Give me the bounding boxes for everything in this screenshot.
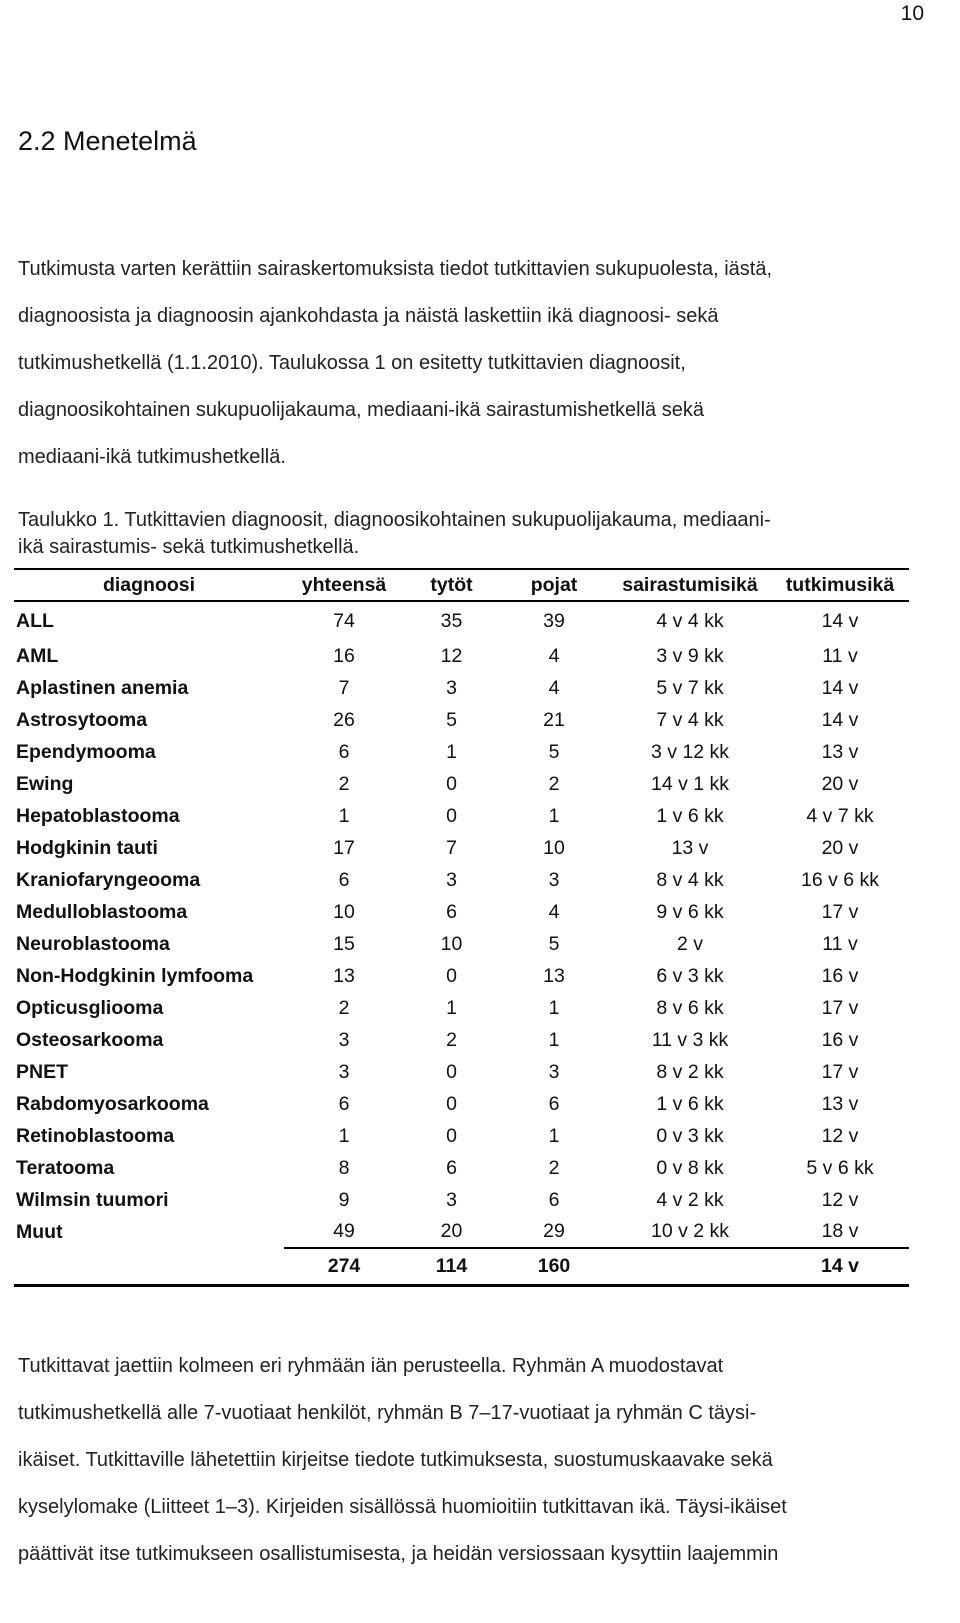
table-cell: 6 bbox=[446, 900, 457, 923]
table-row bbox=[14, 960, 909, 992]
table-cell: 1 bbox=[338, 1124, 350, 1147]
table-row bbox=[14, 704, 909, 736]
table-cell: 3 bbox=[548, 868, 560, 891]
diagnosis-cell: Rabdomyosarkooma bbox=[16, 1092, 209, 1115]
table-cell: 8 bbox=[338, 1156, 350, 1179]
closing-line: Tutkittavat jaettiin kolmeen eri ryhmään iän perusteella. Ryhmän A muodostavat bbox=[18, 1355, 724, 1377]
table-cell: 13 bbox=[333, 964, 355, 987]
table-cell: 0 v 8 kk bbox=[656, 1156, 724, 1179]
closing-line: päättivät itse tutkimukseen osallistumisesta, ja heidän versiossaan kysyttiin laajemmin bbox=[18, 1543, 779, 1565]
table-cell: 17 v bbox=[821, 1060, 859, 1083]
table-cell: 17 v bbox=[821, 996, 859, 1019]
table-cell: 6 bbox=[548, 1092, 560, 1115]
table-cell: 12 v bbox=[821, 1124, 859, 1147]
table-cell: 3 bbox=[446, 868, 457, 891]
table-cell: 11 v bbox=[822, 644, 858, 667]
table-cell: 3 bbox=[338, 1028, 350, 1051]
diagnosis-cell: Medulloblastooma bbox=[16, 900, 188, 923]
table-cell: 2 bbox=[548, 772, 560, 795]
table-cell: 1 bbox=[548, 996, 560, 1019]
table-cell: 6 bbox=[446, 1156, 457, 1179]
page-number: 10 bbox=[900, 2, 924, 25]
table-cell: 3 bbox=[446, 676, 457, 699]
table-cell: 3 bbox=[446, 1188, 457, 1211]
table-cell: 74 bbox=[333, 609, 355, 632]
table-cell: 2 bbox=[548, 1156, 560, 1179]
table-cell: 17 v bbox=[821, 900, 859, 923]
table-cell: 1 bbox=[548, 1124, 560, 1147]
intro-line: diagnoosikohtainen sukupuolijakauma, mediaani-ikä sairastumishetkellä sekä bbox=[18, 399, 704, 421]
table-cell: 29 bbox=[543, 1220, 565, 1242]
table-cell: 21 bbox=[543, 708, 565, 731]
table-cell: 13 v bbox=[821, 740, 859, 763]
table-cell: 4 v 7 kk bbox=[806, 804, 874, 827]
diagnosis-cell: Teratooma bbox=[16, 1156, 115, 1179]
table-cell: 15 bbox=[333, 932, 355, 955]
table-cell: 7 bbox=[338, 676, 350, 699]
table-row bbox=[14, 768, 909, 800]
table-row bbox=[14, 1184, 909, 1216]
diagnosis-cell: Aplastinen anemia bbox=[16, 676, 189, 699]
diagnosis-cell: Retinoblastooma bbox=[16, 1124, 175, 1147]
table-cell: 13 v bbox=[671, 836, 709, 859]
table-row bbox=[14, 1152, 909, 1184]
table-cell: 2 v bbox=[676, 932, 703, 955]
table-cell: 14 v bbox=[821, 676, 859, 699]
table-cell: 6 bbox=[548, 1188, 560, 1211]
table-cell: 6 bbox=[338, 1092, 350, 1115]
table-row bbox=[14, 896, 909, 928]
table-row bbox=[14, 864, 909, 896]
totals-cell: 114 bbox=[404, 1248, 499, 1285]
table-cell: 14 v 1 kk bbox=[650, 772, 730, 795]
diagnosis-cell: Opticusgliooma bbox=[16, 996, 164, 1019]
table-row bbox=[14, 601, 909, 640]
closing-paragraph bbox=[18, 1343, 938, 1578]
diagnosis-cell: Muut bbox=[16, 1220, 63, 1243]
table-cell: 0 bbox=[446, 804, 457, 827]
intro-line: diagnoosista ja diagnoosin ajankohdasta ja näistä laskettiin ikä diagnoosi- sekä bbox=[18, 305, 719, 327]
table-cell: 8 v 4 kk bbox=[656, 868, 724, 891]
intro-paragraph bbox=[18, 246, 938, 481]
table-cell: 2 bbox=[338, 772, 350, 795]
table-cell: 49 bbox=[333, 1220, 355, 1242]
diagnosis-cell: Osteosarkooma bbox=[16, 1028, 164, 1051]
table-row bbox=[14, 992, 909, 1024]
table-row bbox=[14, 1056, 909, 1088]
table-cell: 14 v bbox=[821, 708, 859, 731]
table-cell: 39 bbox=[543, 609, 565, 632]
table-cell: 1 v 6 kk bbox=[656, 1092, 724, 1115]
table-totals-row bbox=[14, 1248, 909, 1285]
table-cell: 16 v bbox=[821, 964, 859, 987]
table-cell: 4 bbox=[548, 900, 560, 923]
table-cell: 16 v bbox=[821, 1028, 859, 1051]
table-cell: 12 v bbox=[821, 1188, 859, 1211]
table-cell: 13 v bbox=[821, 1092, 859, 1115]
table-cell: 3 bbox=[548, 1060, 560, 1083]
diagnosis-cell: Non-Hodgkinin lymfooma bbox=[16, 964, 254, 987]
table-cell: 0 bbox=[446, 772, 457, 795]
table-cell: 3 v 9 kk bbox=[656, 644, 724, 667]
table-cell: 11 v 3 kk bbox=[651, 1028, 729, 1051]
totals-cell: 160 bbox=[499, 1248, 609, 1285]
diagnosis-cell: Kraniofaryngeooma bbox=[16, 868, 201, 891]
table-cell: 20 bbox=[440, 1220, 463, 1242]
table-cell: 6 bbox=[338, 868, 350, 891]
table-cell: 20 v bbox=[821, 772, 859, 795]
table-row bbox=[14, 640, 909, 672]
diagnosis-cell: ALL bbox=[16, 609, 54, 632]
closing-line: ikäiset. Tutkittaville lähetettiin kirjeitse tiedote tutkimuksesta, suostumuskaavake sekä bbox=[18, 1449, 773, 1471]
column-header: diagnoosi bbox=[14, 569, 284, 601]
table-row bbox=[14, 1216, 909, 1248]
table-cell: 4 v 4 kk bbox=[656, 609, 724, 632]
table-cell: 17 bbox=[333, 836, 355, 859]
table-row bbox=[14, 1120, 909, 1152]
table-cell: 18 v bbox=[821, 1220, 859, 1242]
caption-line: Taulukko 1. Tutkittavien diagnoosit, diagnoosikohtainen sukupuolijakauma, mediaani- bbox=[18, 509, 771, 531]
table-row bbox=[14, 832, 909, 864]
totals-cell bbox=[14, 1248, 284, 1285]
table-cell: 14 v bbox=[821, 609, 859, 632]
intro-line: mediaani-ikä tutkimushetkellä. bbox=[18, 446, 286, 468]
diagnosis-cell: Neuroblastooma bbox=[16, 932, 170, 955]
diagnosis-cell: Ependymooma bbox=[16, 740, 156, 763]
table-cell: 10 bbox=[333, 900, 355, 923]
table-cell: 0 bbox=[446, 1124, 457, 1147]
table-row bbox=[14, 1088, 909, 1120]
table-cell: 12 bbox=[440, 644, 463, 667]
diagnosis-cell: Hodgkinin tauti bbox=[16, 836, 158, 859]
column-header: sairastumisikä bbox=[609, 569, 771, 601]
table-cell: 11 v bbox=[822, 932, 858, 955]
table-row bbox=[14, 672, 909, 704]
table-cell: 9 bbox=[338, 1188, 350, 1211]
totals-cell bbox=[609, 1248, 771, 1285]
table-cell: 16 bbox=[333, 644, 355, 667]
diagnosis-cell: Ewing bbox=[16, 772, 74, 795]
table-cell: 6 bbox=[338, 740, 350, 763]
table-cell: 7 bbox=[446, 836, 457, 859]
table-cell: 13 bbox=[543, 964, 565, 987]
closing-line: tutkimushetkellä alle 7-vuotiaat henkilöt, ryhmän B 7–17-vuotiaat ja ryhmän C täysi- bbox=[18, 1402, 757, 1424]
table-cell: 5 bbox=[548, 932, 560, 955]
table-cell: 0 bbox=[446, 1060, 457, 1083]
table-cell: 4 bbox=[548, 644, 560, 667]
table-cell: 1 bbox=[446, 996, 457, 1019]
table-cell: 3 bbox=[338, 1060, 350, 1083]
table-row bbox=[14, 928, 909, 960]
table-cell: 0 bbox=[446, 964, 457, 987]
table-row bbox=[14, 736, 909, 768]
table-cell: 10 bbox=[440, 932, 463, 955]
table-cell: 20 v bbox=[821, 836, 859, 859]
caption-line: ikä sairastumis- sekä tutkimushetkellä. bbox=[18, 536, 360, 558]
table-cell: 4 v 2 kk bbox=[656, 1188, 724, 1211]
column-header: tutkimusikä bbox=[771, 569, 909, 601]
table-cell: 8 v 2 kk bbox=[656, 1060, 724, 1083]
table-cell: 26 bbox=[333, 708, 355, 731]
table-cell: 1 bbox=[548, 1028, 560, 1051]
table-cell: 16 v 6 kk bbox=[800, 868, 880, 891]
table-cell: 35 bbox=[440, 609, 463, 632]
column-header: pojat bbox=[499, 569, 609, 601]
table-cell: 2 bbox=[446, 1028, 457, 1051]
diagnosis-table bbox=[14, 568, 909, 1287]
column-header: yhteensä bbox=[284, 569, 404, 601]
diagnosis-cell: PNET bbox=[16, 1060, 69, 1083]
table-cell: 5 v 7 kk bbox=[656, 676, 724, 699]
diagnosis-cell: AML bbox=[16, 644, 59, 667]
column-header: tytöt bbox=[404, 569, 499, 601]
table-cell: 5 bbox=[446, 708, 457, 731]
table-row bbox=[14, 800, 909, 832]
intro-line: tutkimushetkellä (1.1.2010). Taulukossa 1 on esitetty tutkittavien diagnoosit, bbox=[18, 352, 686, 374]
table-row bbox=[14, 1024, 909, 1056]
table-cell: 3 v 12 kk bbox=[650, 740, 730, 763]
table-cell: 0 v 3 kk bbox=[656, 1124, 724, 1147]
table-caption bbox=[18, 507, 938, 561]
table-cell: 1 bbox=[446, 740, 457, 763]
table-cell: 1 bbox=[548, 804, 560, 827]
table-cell: 6 v 3 kk bbox=[656, 964, 724, 987]
section-heading: 2.2 Menetelmä bbox=[18, 126, 197, 156]
table-cell: 1 bbox=[338, 804, 350, 827]
table-cell: 9 v 6 kk bbox=[656, 900, 724, 923]
table-body bbox=[14, 601, 909, 1248]
intro-line: Tutkimusta varten kerättiin sairaskertomuksista tiedot tutkittavien sukupuolesta, iästä, bbox=[18, 258, 773, 280]
table-header-row bbox=[14, 569, 909, 601]
table-cell: 7 v 4 kk bbox=[656, 708, 724, 731]
table-cell: 2 bbox=[338, 996, 350, 1019]
totals-cell: 274 bbox=[284, 1248, 404, 1285]
diagnosis-cell: Hepatoblastooma bbox=[16, 804, 180, 827]
table-cell: 10 v 2 kk bbox=[650, 1220, 730, 1242]
totals-cell: 14 v bbox=[771, 1248, 909, 1285]
table-cell: 8 v 6 kk bbox=[656, 996, 724, 1019]
table-cell: 5 v 6 kk bbox=[806, 1156, 874, 1179]
table-cell: 5 bbox=[548, 740, 560, 763]
diagnosis-cell: Wilmsin tuumori bbox=[16, 1188, 169, 1211]
diagnosis-cell: Astrosytooma bbox=[16, 708, 148, 731]
table-cell: 10 bbox=[543, 836, 565, 859]
table-cell: 4 bbox=[548, 676, 560, 699]
table-cell: 1 v 6 kk bbox=[656, 804, 724, 827]
table-cell: 0 bbox=[446, 1092, 457, 1115]
closing-line: kyselylomake (Liitteet 1–3). Kirjeiden sisällössä huomioitiin tutkittavan ikä. Täysi-ikäiset bbox=[18, 1496, 787, 1518]
